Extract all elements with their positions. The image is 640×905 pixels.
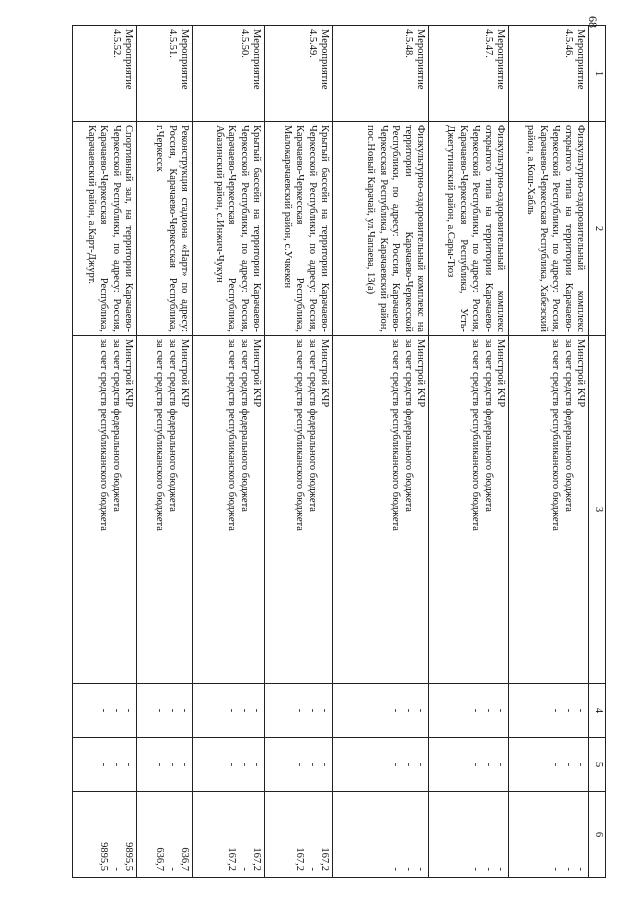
value-c4 <box>193 684 265 738</box>
column-header: 3 <box>589 336 606 684</box>
value-c5 <box>509 738 589 792</box>
value-cell: - <box>110 708 122 713</box>
value-cell: - <box>390 708 402 713</box>
activity-description: Крытый бассейн на территории Карачаево-Черкесской Республики, по адресу: Россия, Карачаево-Черкесская Республика, Малокарачаевский район, с.Учкекен <box>265 122 333 336</box>
value-cell: - <box>110 867 122 871</box>
activity-id: Мероприятие 4.5.52. <box>73 26 137 122</box>
funding-line: за счет средств республиканского бюджета <box>470 339 482 531</box>
column-header: 2 <box>589 122 606 336</box>
value-cell: - <box>495 708 506 713</box>
funding-line: за счет средств федерального бюджета <box>402 339 414 512</box>
value-cell: - <box>319 762 330 767</box>
value-cell: - <box>482 867 494 871</box>
funding-line: за счет средств республиканского бюджета <box>154 339 166 531</box>
value-cell: 167,2 <box>319 847 330 871</box>
funding-line: Минстрой КЧР <box>415 339 426 408</box>
value-cell: - <box>415 867 426 871</box>
value-cell: - <box>415 708 426 713</box>
value-cell: - <box>562 708 574 713</box>
value-cell: - <box>123 708 134 713</box>
value-cell: - <box>98 708 110 713</box>
activity-id: Мероприятие 4.5.46. <box>509 26 589 122</box>
value-c6 <box>137 792 193 878</box>
value-cell: - <box>550 708 562 713</box>
value-cell: - <box>123 762 134 767</box>
funding-line: Минстрой КЧР <box>575 339 586 408</box>
value-cell: - <box>294 762 306 767</box>
value-cell: - <box>319 708 330 713</box>
table-row <box>73 26 137 878</box>
value-cell: 9895,5 <box>98 842 110 871</box>
value-c5 <box>333 738 429 792</box>
value-cell: - <box>110 762 122 767</box>
column-header: 5 <box>589 738 606 792</box>
value-cell: - <box>575 867 586 871</box>
funding-line: Минстрой КЧР <box>179 339 190 408</box>
activity-id: Мероприятие 4.5.49. <box>265 26 333 122</box>
value-cell: - <box>575 708 586 713</box>
value-cell: - <box>306 867 318 871</box>
value-cell: - <box>562 762 574 767</box>
value-c4 <box>509 684 589 738</box>
table-row <box>137 26 193 878</box>
value-cell: - <box>470 867 482 871</box>
funding-line: за счет средств республиканского бюджета <box>390 339 402 531</box>
value-cell: - <box>238 867 250 871</box>
activities-table <box>72 25 606 878</box>
value-cell: - <box>179 762 190 767</box>
value-cell: - <box>470 762 482 767</box>
funding-line: Минстрой КЧР <box>319 339 330 408</box>
activity-description: Физкультурно-оздоровительный комплекс открытого типа на территории Карачаево-Черкесской Республики, по адресу: Россия, Карачаево-Черкесская Республика, Усть-Джегутинский район, а.Сары-Тюз <box>429 122 509 336</box>
funding-line: за счет средств республиканского бюджета <box>294 339 306 531</box>
value-cell: - <box>390 762 402 767</box>
funding-sources <box>73 336 137 684</box>
value-cell: - <box>294 708 306 713</box>
activity-id: Мероприятие 4.5.50. <box>193 26 265 122</box>
value-cell: - <box>238 708 250 713</box>
table-row <box>193 26 265 878</box>
page-number: 68 <box>586 16 600 28</box>
table-row <box>509 26 589 878</box>
value-cell: - <box>98 762 110 767</box>
value-c4 <box>333 684 429 738</box>
value-cell: - <box>575 762 586 767</box>
value-cell: - <box>482 708 494 713</box>
value-c5 <box>73 738 137 792</box>
table-row <box>429 26 509 878</box>
value-cell: - <box>226 762 238 767</box>
value-c6 <box>265 792 333 878</box>
value-cell: - <box>402 867 414 871</box>
activity-description: Реконструкция стадиона «Нарт» по адресу: Россия, Карачаево-Черкесская Республика, г.Черкесск <box>137 122 193 336</box>
value-cell: 167,2 <box>226 847 238 871</box>
funding-line: за счет средств республиканского бюджета <box>98 339 110 531</box>
value-c6 <box>509 792 589 878</box>
value-cell: - <box>179 708 190 713</box>
activity-id: Мероприятие 4.5.47. <box>429 26 509 122</box>
value-cell: - <box>390 867 402 871</box>
funding-line: за счет средств республиканского бюджета <box>550 339 562 531</box>
value-cell: 9895,5 <box>123 842 134 871</box>
activity-description: Спортивный зал, на территории Карачаево-Черкесской Республики, по адресу: Россия, Карачаево-Черкесская Республика, Карачаевский район, а.Карт-Джурт. <box>73 122 137 336</box>
funding-line: за счет средств федерального бюджета <box>562 339 574 512</box>
funding-sources <box>265 336 333 684</box>
value-cell: - <box>562 867 574 871</box>
value-c5 <box>193 738 265 792</box>
value-cell: - <box>166 708 178 713</box>
funding-line: за счет средств федерального бюджета <box>110 339 122 512</box>
value-c5 <box>265 738 333 792</box>
value-cell: - <box>482 762 494 767</box>
value-cell: - <box>154 762 166 767</box>
funding-line: за счет средств федерального бюджета <box>482 339 494 512</box>
value-cell: 636,7 <box>179 847 190 871</box>
value-cell: - <box>306 708 318 713</box>
funding-line: за счет средств республиканского бюджета <box>226 339 238 531</box>
value-c4 <box>265 684 333 738</box>
value-cell: - <box>251 708 262 713</box>
funding-line: Минстрой КЧР <box>495 339 506 408</box>
activity-description: Крытый бассейн на территории Карачаево-Черкесской Республики, по адресу: Россия, Карачаево-Черкесская Республика, Абазинский район, с.Инжич-Чукун <box>193 122 265 336</box>
value-cell: - <box>251 762 262 767</box>
value-cell: - <box>415 762 426 767</box>
activity-id: Мероприятие 4.5.51. <box>137 26 193 122</box>
value-cell: - <box>402 762 414 767</box>
value-c5 <box>429 738 509 792</box>
activity-id: Мероприятие 4.5.48. <box>333 26 429 122</box>
value-cell: - <box>495 762 506 767</box>
funding-sources <box>509 336 589 684</box>
column-header: 4 <box>589 684 606 738</box>
value-cell: 636,7 <box>154 847 166 871</box>
rotated-table-sheet <box>66 25 606 877</box>
value-c6 <box>333 792 429 878</box>
funding-sources <box>137 336 193 684</box>
value-cell: - <box>306 762 318 767</box>
column-header: 1 <box>589 26 606 122</box>
value-cell: - <box>166 867 178 871</box>
funding-sources <box>333 336 429 684</box>
value-c4 <box>73 684 137 738</box>
table-row <box>265 26 333 878</box>
value-cell: 167,2 <box>294 847 306 871</box>
value-cell: - <box>166 762 178 767</box>
funding-sources <box>193 336 265 684</box>
value-c6 <box>193 792 265 878</box>
funding-line: за счет средств федерального бюджета <box>166 339 178 512</box>
activity-description: Физкультурно-оздоровительный комплекс открытого типа на территории Карачаево-Черкесской Республики, по адресу: Россия, Карачаево-Черкесская Республика, Хабезский район, а.Кош-Хабль <box>509 122 589 336</box>
value-c6 <box>73 792 137 878</box>
value-c4 <box>137 684 193 738</box>
value-cell: 167,2 <box>251 847 262 871</box>
value-cell: - <box>495 867 506 871</box>
value-c6 <box>429 792 509 878</box>
value-cell: - <box>470 708 482 713</box>
table-row <box>333 26 429 878</box>
value-cell: - <box>402 708 414 713</box>
value-cell: - <box>226 708 238 713</box>
funding-line: за счет средств федерального бюджета <box>238 339 250 512</box>
value-cell: - <box>550 762 562 767</box>
value-cell: - <box>550 867 562 871</box>
header-row <box>589 26 606 878</box>
activity-description: Физкультурно-оздоровительный комплекс на территории Карачаево-Черкесской Республики, по адресу: Россия, Карачаево-Черкесская Республика, Карачаевский район, пос.Новый Карачай, ул.Чапаева, 13(а) <box>333 122 429 336</box>
funding-sources <box>429 336 509 684</box>
value-cell: - <box>154 708 166 713</box>
funding-line: Минстрой КЧР <box>251 339 262 408</box>
value-c4 <box>429 684 509 738</box>
funding-line: за счет средств федерального бюджета <box>306 339 318 512</box>
value-cell: - <box>238 762 250 767</box>
funding-line: Минстрой КЧР <box>123 339 134 408</box>
column-header: 6 <box>589 792 606 878</box>
value-c5 <box>137 738 193 792</box>
